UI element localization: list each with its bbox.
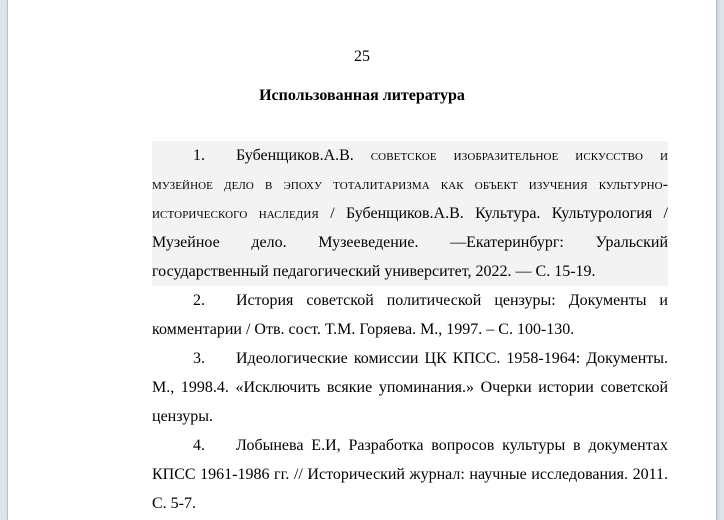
- reference-number: 4.: [193, 437, 205, 454]
- page-number: 25: [354, 48, 370, 65]
- reference-text: Идеологические комиссии ЦК КПСС. 1958-1964: Документы. М., 1998.4. «Исключить всякие упоминания.» Очерки истории советской цензуры.: [152, 350, 668, 425]
- reference-list[interactable]: [152, 141, 668, 518]
- reference-item[interactable]: [152, 431, 668, 518]
- reference-item[interactable]: [152, 286, 668, 344]
- reference-item[interactable]: [152, 141, 668, 286]
- reference-details: / Бубенщиков.А.В. Культура. Культурология / Музейное дело. Музееведение. —Екатеринбург: Уральский государственный педагогический университет, 2022. — С. 15-19.: [152, 205, 668, 280]
- reference-item[interactable]: [152, 344, 668, 431]
- reference-text: Лобынева Е.И, Разработка вопросов культуры в документах КПСС 1961-1986 гг. // Исторический журнал: научные исследования. 2011. С. 5-7.: [152, 437, 668, 512]
- document-page[interactable]: [7, 0, 717, 520]
- section-heading: Использованная литература: [259, 87, 465, 104]
- reference-number: 2.: [193, 292, 205, 309]
- reference-number: 1.: [193, 147, 205, 164]
- reference-text: История советской политической цензуры: Документы и комментарии / Отв. сост. Т.М. Горяева. М., 1997. – С. 100-130.: [152, 292, 668, 338]
- reference-title: советское изобразительное искусство и музейное дело в эпоху тоталитаризма как объект изучения культурно-исторического наследия: [152, 147, 668, 222]
- reference-author: Бубенщиков.А.В.: [236, 147, 354, 164]
- reference-number: 3.: [193, 350, 205, 367]
